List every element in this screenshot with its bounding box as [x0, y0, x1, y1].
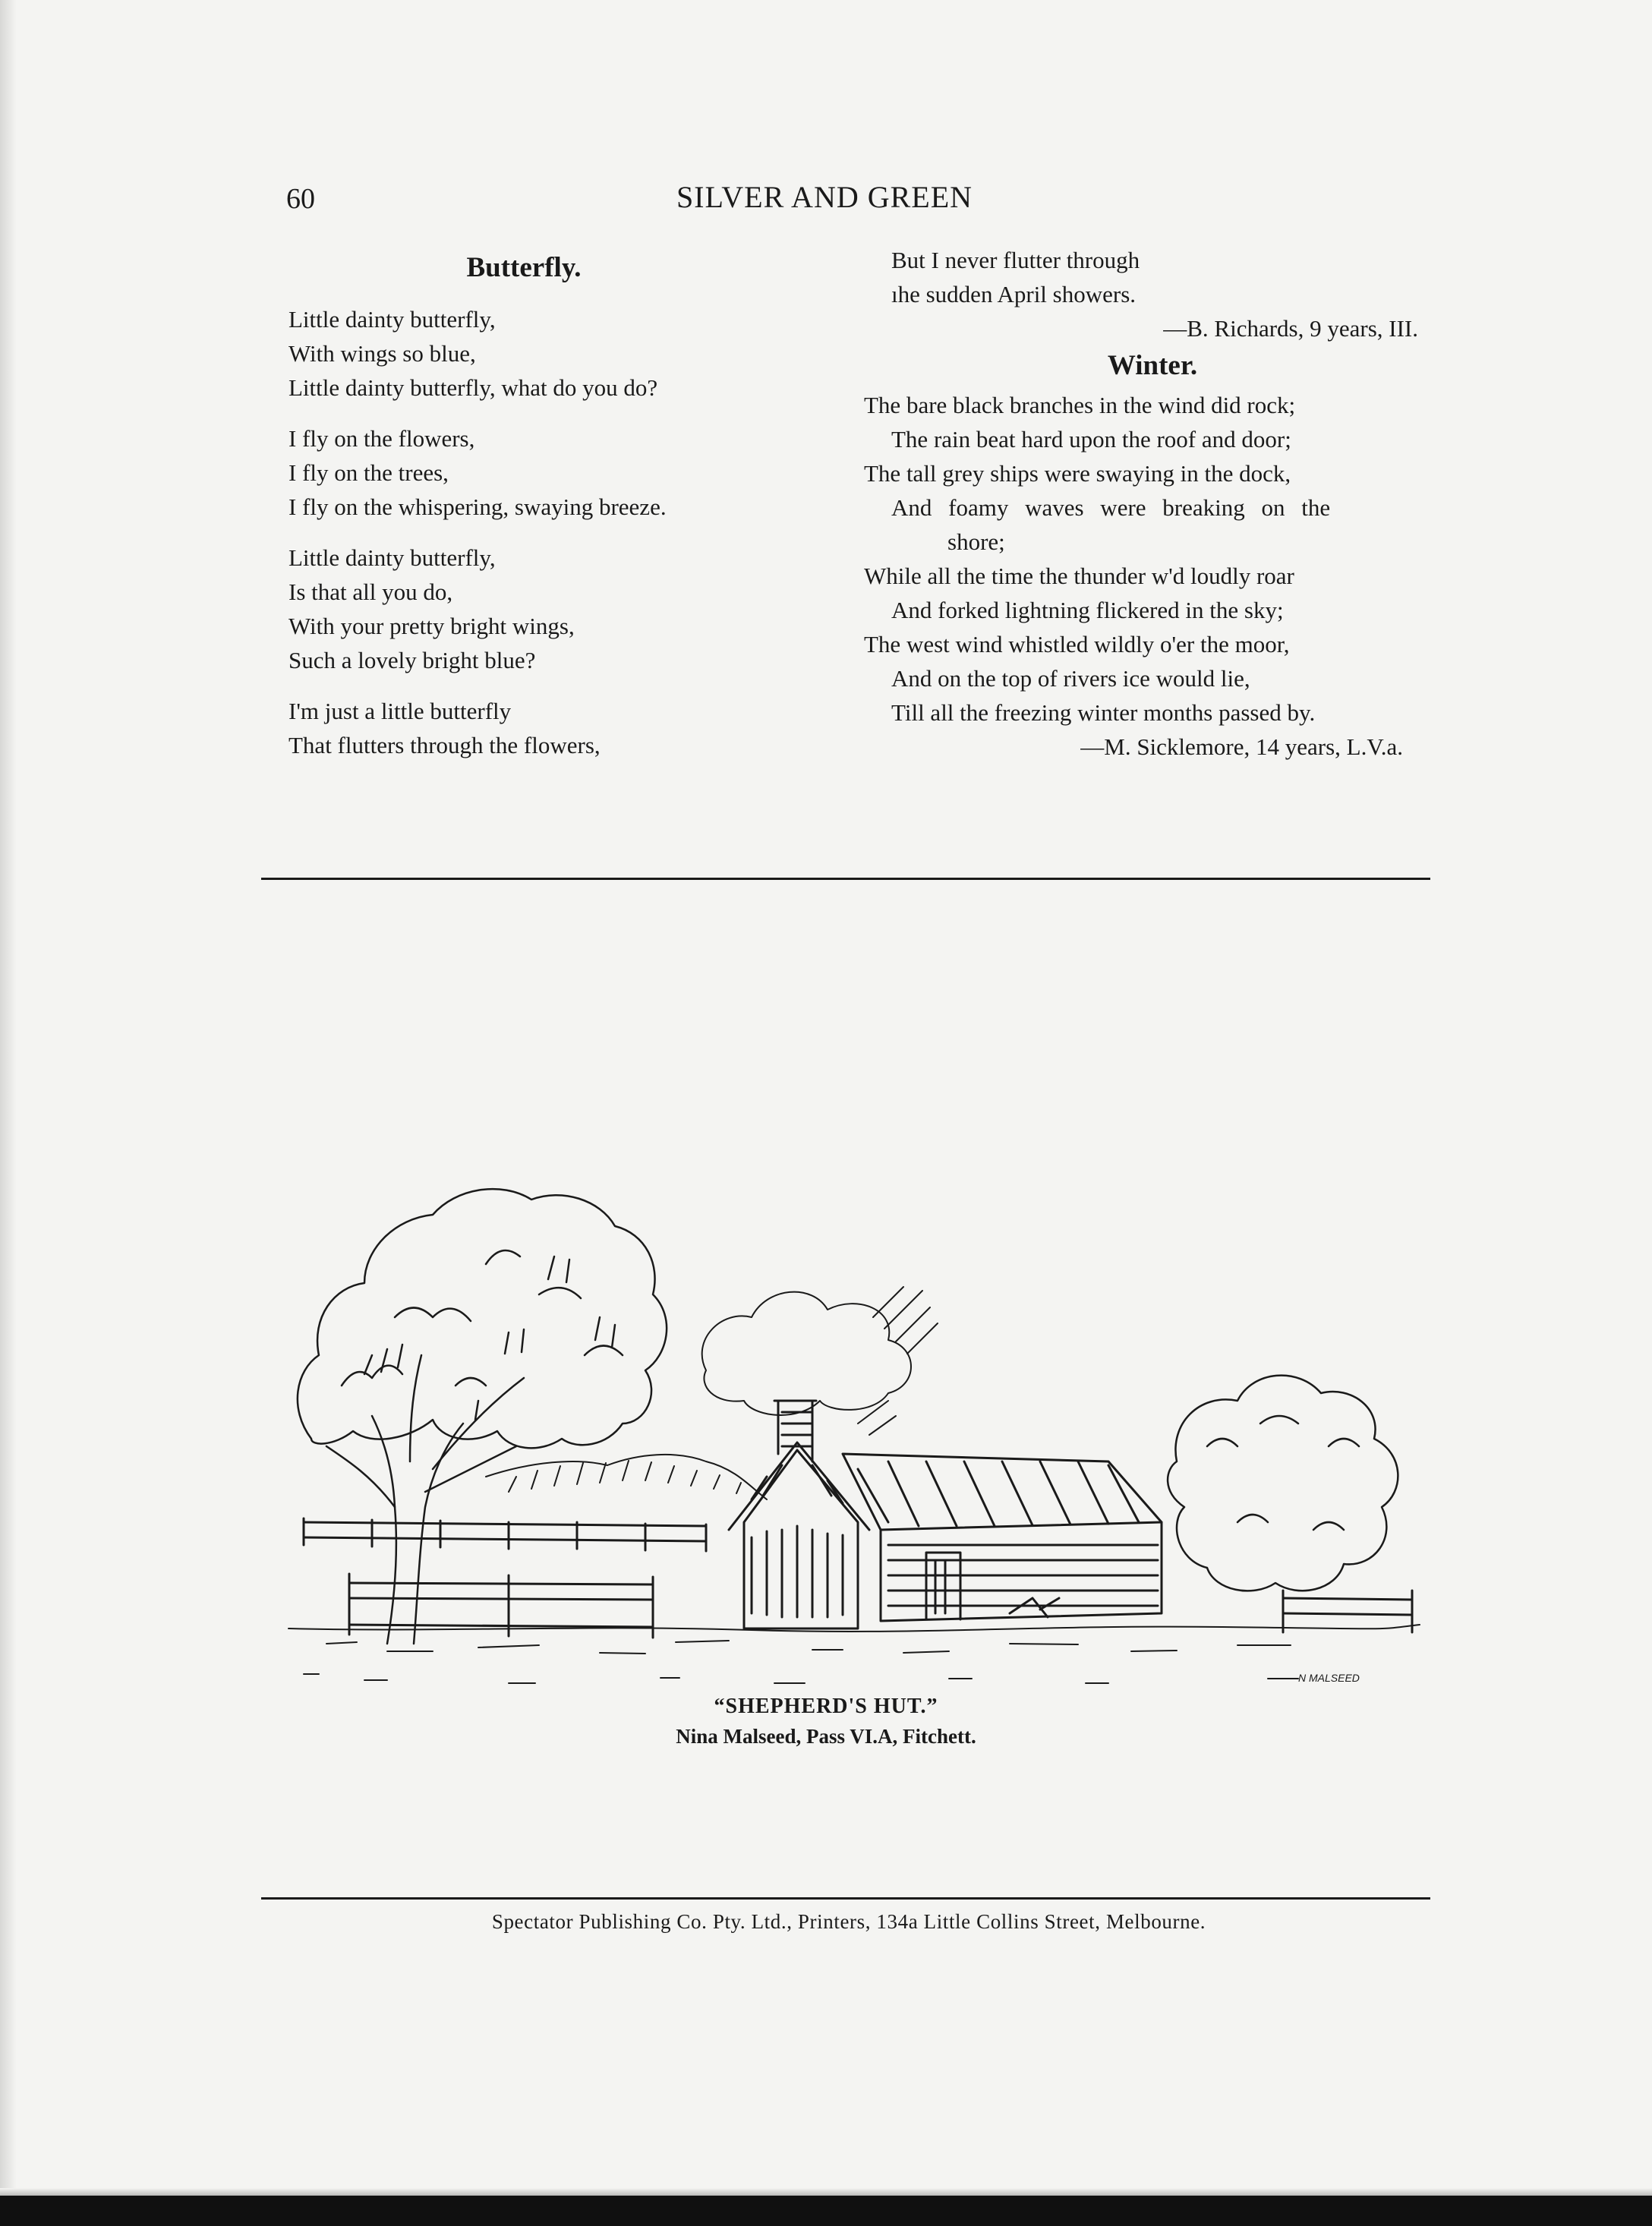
butterfly-poem	[288, 249, 835, 779]
poem-line: But I never flutter through	[891, 247, 1140, 273]
poem-line: I fly on the flowers,	[288, 425, 475, 452]
poem-line: The tall grey ships were swaying in the dock,	[864, 460, 1291, 487]
illustration-caption-title: “SHEPHERD'S HUT.”	[714, 1695, 938, 1718]
journal-title	[0, 179, 1652, 215]
winter-poem	[864, 388, 1441, 764]
ground-lines	[288, 1625, 1420, 1683]
butterfly-credit: —B. Richards, 9 years, III.	[1163, 315, 1418, 342]
distant-hills	[486, 1455, 767, 1499]
winter-credit: —M. Sicklemore, 14 years, L.V.a.	[1080, 733, 1403, 760]
poem-line: Till all the freezing winter months passed by.	[891, 699, 1316, 726]
gum-tree	[298, 1189, 667, 1644]
poem-line: With your pretty bright wings,	[288, 613, 575, 639]
poem-line: The rain beat hard upon the roof and door;	[891, 426, 1291, 452]
poem-line: The west wind whistled wildly o'er the moor,	[864, 631, 1290, 657]
poem-line: With wings so blue,	[288, 340, 476, 367]
printer-imprint	[0, 1910, 1652, 1934]
poem-line: Is that all you do,	[288, 579, 453, 605]
butterfly-title: Butterfly.	[466, 252, 582, 283]
stanza-4	[288, 694, 835, 762]
printer-imprint-text: Spectator Publishing Co. Pty. Ltd., Printers, 134a Little Collins Street, Melbourne.	[491, 1910, 1206, 1933]
poem-line: I fly on the trees,	[288, 459, 449, 486]
poem-line: Such a lovely bright blue?	[288, 647, 536, 673]
winter-title: Winter.	[1107, 350, 1198, 381]
poem-line: And on the top of rivers ice would lie,	[891, 665, 1250, 692]
scan-edge-shadow	[0, 2188, 1652, 2196]
footer-divider	[261, 1897, 1430, 1900]
right-column	[864, 243, 1441, 764]
poem-line: Little dainty butterfly,	[288, 306, 496, 333]
poem-line: I'm just a little butterfly	[288, 698, 512, 724]
section-divider	[261, 878, 1430, 880]
stanza-1	[288, 302, 835, 405]
stanza-3	[288, 541, 835, 677]
poem-line: Little dainty butterfly,	[288, 544, 496, 571]
poem-line: And forked lightning flickered in the sky;	[891, 597, 1284, 623]
artist-signature: N MALSEED	[1298, 1672, 1360, 1684]
illustration-caption-credit: Nina Malseed, Pass VI.A, Fitchett.	[676, 1725, 976, 1748]
poem-line: shore;	[947, 528, 1005, 555]
shed	[729, 1401, 869, 1629]
poem-line: Little dainty butterfly, what do you do?	[288, 374, 658, 401]
poem-line: And foamy waves were breaking on the	[891, 494, 1331, 521]
poem-line: I fly on the whispering, swaying breeze.	[288, 493, 667, 520]
poem-line: While all the time the thunder w'd loudly roar	[864, 563, 1294, 589]
stanza-2	[288, 421, 835, 524]
poem-line: ıhe sudden April showers.	[891, 281, 1137, 307]
hut	[843, 1454, 1162, 1621]
butterfly-continued	[864, 243, 1441, 345]
poem-line: That flutters through the flowers,	[288, 732, 601, 758]
page-edge-shadow	[0, 0, 17, 2226]
journal-title-text: SILVER AND GREEN	[676, 180, 973, 214]
scan-bottom-border	[0, 2196, 1652, 2226]
page-number: 60	[286, 183, 315, 215]
poem-line: The bare black branches in the wind did rock;	[864, 392, 1296, 418]
shepherds-hut-drawing	[281, 1067, 1435, 1689]
clouds	[702, 1287, 938, 1435]
right-bushes	[1168, 1376, 1398, 1591]
